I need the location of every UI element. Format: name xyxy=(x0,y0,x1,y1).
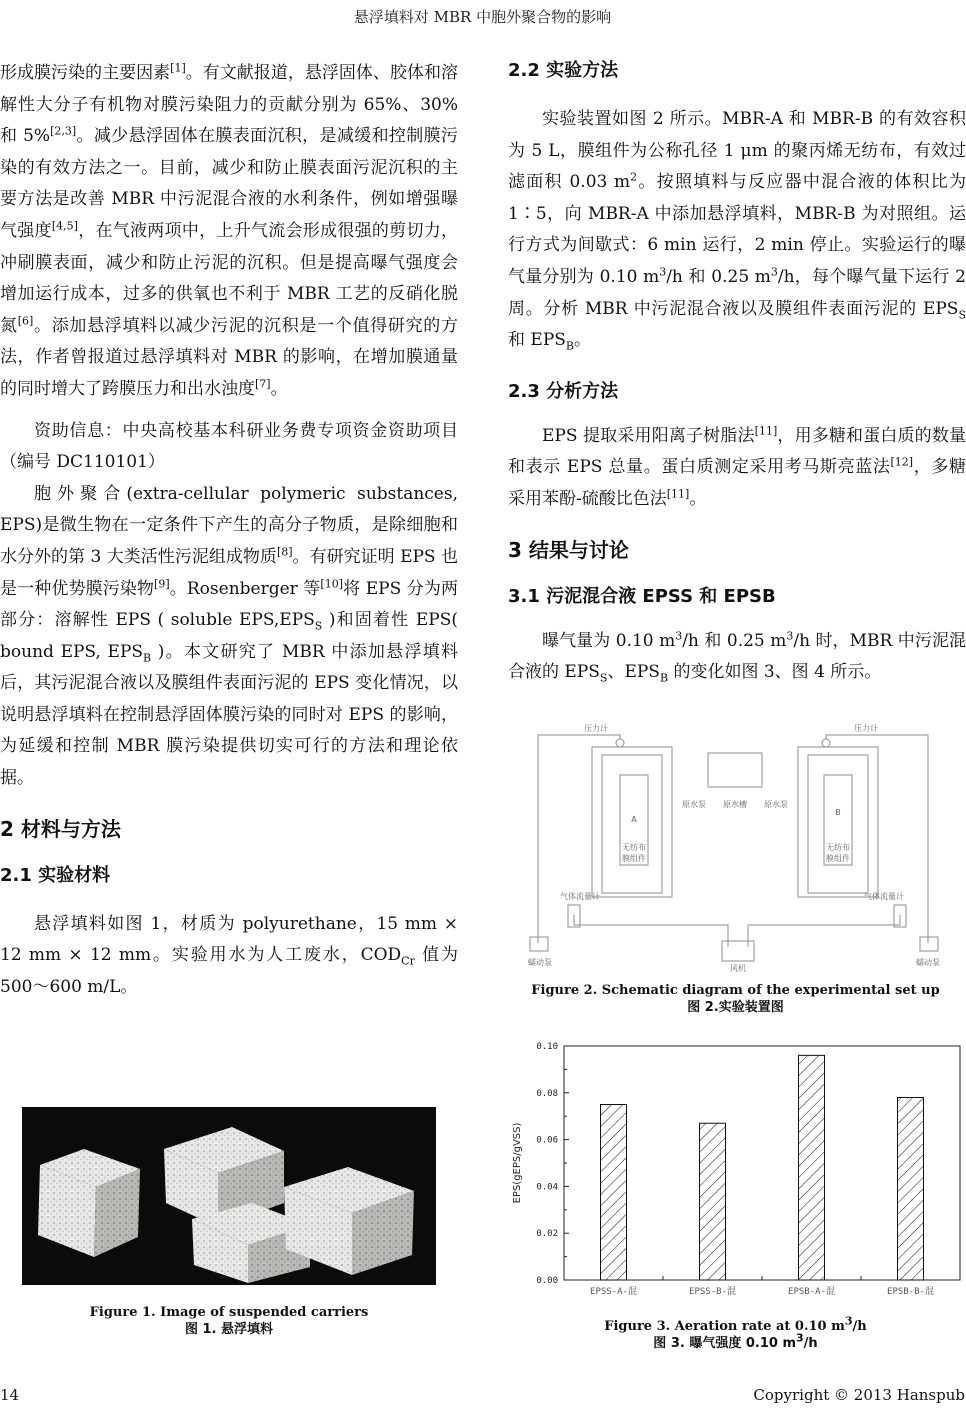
reactor-a-inner xyxy=(602,755,662,893)
y-tick-label: 0.10 xyxy=(536,1042,558,1052)
section-heading-3: 3 结果与讨论 xyxy=(508,537,629,562)
reactor-b-inner xyxy=(808,755,868,893)
figure-2-caption-en: Figure 2. Schematic diagram of the experimental set up xyxy=(531,983,940,998)
paragraph-analysis: EPS 提取采用阳离子树脂法[11]，用多糖和蛋白质的数量和表示 EPS 总量。蛋白质测定采用考马斯亮蓝法[12]，多糖采用苯酚-硫酸比色法[11]。 xyxy=(508,424,966,509)
reactor-b-label: B xyxy=(835,808,841,817)
gas-meter-label-b: 气体流量计 xyxy=(864,892,904,901)
funding-note: 资助信息：中央高校基本科研业务费专项资金资助项目（编号 DC110101） xyxy=(0,420,458,473)
paragraph-eps: 胞外聚合(extra-cellular polymeric substances, EPS)是微生物在一定条件下产生的高分子物质，是除细胞和水分外的第 3 大类活性污泥组成物质[8]。有研究证明 EPS 也是一种优势膜污染物[9]。Rosenberger 等[10]将 EPS 分为两部分：溶解性 EPS ( soluble $EPS,EPS_S$ )和固着性 EPS( bound EPS, $EPS_B$ )。本文研究了 MBR 中添加悬浮填料后，其污泥混合液以及膜组件表面污泥的 EPS 变化情况，以说明悬浮填料在控制悬浮固体膜污染的同时对 EPS 的影响，为延缓和控制 MBR 膜污染提供切实可行的方法和理论依据。 xyxy=(0,483,459,789)
reactor-b-outer xyxy=(798,747,878,897)
blower-label: 风机 xyxy=(730,964,746,973)
figure-1-caption xyxy=(22,1304,436,1338)
permeate-line-b xyxy=(826,735,928,943)
bar-2 xyxy=(700,1123,726,1280)
peristaltic-pump-a xyxy=(530,937,548,951)
air-line-b xyxy=(748,915,900,947)
paragraph-methods: 实验装置如图 2 所示。MBR-A 和 MBR-B 的有效容积为 5 L，膜组件为公称孔径 1 μm 的聚丙烯无纺布，有效过滤面积 0.03 $m^2$。按照填料与反应器中混合液的体积比为 1∶5，向 MBR-A 中添加悬浮填料，MBR-B 为对照组。运行方式为间歇式：6 min 运行，2 min 停止。实验运行的曝气量分别为 0.10 $m^3/h$ 和 0.25 $m^3/h$，每个曝气量下运行 2 周。分析 MBR 中污泥混合液以及膜组件表面污泥的 $EPS_S$ 和 $EPS_B$。 xyxy=(508,109,966,353)
section-heading-3-1: 3.1 污泥混合液 EPSS 和 EPSB xyxy=(508,585,776,607)
running-head: 悬浮填料对 MBR 中胞外聚合物的影响 xyxy=(353,8,612,26)
raw-pump-label-right: 原水泵 xyxy=(764,800,788,809)
x-tick-label: EPSS-B-混 xyxy=(689,1287,736,1297)
foam-cubes-image xyxy=(22,1107,436,1285)
gas-meter-label-a: 气体流量计 xyxy=(560,892,600,901)
pressure-gauge-label-b: 压力计 xyxy=(854,724,878,733)
left-column xyxy=(0,58,458,1003)
y-tick-label: 0.04 xyxy=(536,1182,558,1193)
paragraph-intro: 形成膜污染的主要因素[1]。有文献报道，悬浮固体、胶体和溶解性大分子有机物对膜污染阻力的贡献分别为 65%、30% 和 5%[2,3]。减少悬浮固体在膜表面沉积，是减缓和控制膜污染的有效方法之一。目前，减少和防止膜表面污泥沉积的主要方法是改善 MBR 中污泥混合液的水利条件，例如增强曝气强度[4,5]，在气液两项中，上升气流会形成很强的剪切力，冲刷膜表面，减少和防止污泥的沉积。但是提高曝气强度会增加运行成本，过多的供氧也不利于 MBR 工艺的反硝化脱氮[6]。添加悬浮填料以减少污泥的沉积是一个值得研究的方法，作者曾报道过悬浮填料对 MBR 的影响，在增加膜通量的同时增大了跨膜压力和出水浊度[7]。 xyxy=(0,61,459,399)
figure-1-caption-cn: 图 1. 悬浮填料 xyxy=(184,1322,274,1337)
peristaltic-label-a: 蠕动泵 xyxy=(528,958,552,967)
x-tick-label: EPSB-A-混 xyxy=(788,1287,835,1297)
membrane-label-a: 无纺布 xyxy=(622,843,646,852)
figure-2-caption xyxy=(508,982,963,1016)
page-number: 14 xyxy=(0,1386,20,1404)
section-heading-2-1: 2.1 实验材料 xyxy=(0,864,111,886)
raw-tank-label: 原水槽 xyxy=(723,800,747,809)
figure-3-caption-en: Figure 3. Aeration rate at 0.10 $m^3/h$ xyxy=(604,1314,867,1334)
section-heading-2: 2 材料与方法 xyxy=(0,816,121,841)
bar-series xyxy=(601,1055,924,1280)
experimental-setup-schematic xyxy=(508,715,963,975)
blower xyxy=(722,941,754,961)
suspended-carriers-photo xyxy=(22,1107,436,1285)
air-line-a xyxy=(574,915,728,947)
raw-water-tank xyxy=(708,753,762,787)
figure-3-caption xyxy=(508,1314,963,1352)
x-tick-label: EPSS-A-混 xyxy=(590,1287,637,1297)
reactor-a-label: A xyxy=(631,815,637,824)
bar-1 xyxy=(601,1105,627,1281)
section-heading-2-3: 2.3 分析方法 xyxy=(508,380,619,402)
module-label-a: 膜组件 xyxy=(622,854,646,863)
section-heading-2-2: 2.2 实验方法 xyxy=(508,60,619,81)
right-column xyxy=(508,58,966,689)
raw-pump-label-left: 原水泵 xyxy=(682,800,706,809)
y-tick-label: 0.02 xyxy=(536,1229,558,1240)
eps-bar-chart xyxy=(508,1038,963,1306)
copyright-notice: Copyright © 2013 Hanspub xyxy=(753,1386,965,1404)
module-label-b: 膜组件 xyxy=(826,854,850,863)
y-tick-label: 0.08 xyxy=(536,1088,558,1099)
bar-4 xyxy=(898,1097,924,1280)
y-tick-label: 0.00 xyxy=(536,1276,558,1286)
figure-2-caption-cn: 图 2.实验装置图 xyxy=(687,1000,784,1015)
figure-3-caption-cn: 图 3. 曝气强度 0.10 $m^3/h$ xyxy=(653,1331,818,1351)
y-tick-label: 0.06 xyxy=(536,1135,558,1146)
figure-1-caption-en: Figure 1. Image of suspended carriers xyxy=(89,1305,369,1320)
pressure-gauge-a xyxy=(616,739,624,747)
y-axis-label: EPS(gEPS/gVSS) xyxy=(512,1122,523,1204)
pressure-gauge-b xyxy=(822,739,830,747)
pressure-gauge-label-a: 压力计 xyxy=(584,724,608,733)
bar-3 xyxy=(799,1055,825,1280)
peristaltic-pump-b xyxy=(920,937,938,951)
paragraph-results: 曝气量为 0.10 $m^3/h$ 和 0.25 $m^3/h$ 时，MBR 中污泥混合液的 $EPS_S$、$EPS_B$ 的变化如图 3、图 4 所示。 xyxy=(508,628,966,685)
permeate-line-a xyxy=(538,735,620,943)
paragraph-materials: 悬浮填料如图 1，材质为 polyurethane，15 mm × 12 mm × 12 mm。实验用水为人工废水，$COD_{Cr}$ 值为 500～600 m/L。 xyxy=(0,913,458,997)
peristaltic-label-b: 蠕动泵 xyxy=(916,958,940,967)
x-tick-label: EPSB-B-混 xyxy=(887,1287,934,1297)
membrane-label-b: 无纺布 xyxy=(826,843,850,852)
